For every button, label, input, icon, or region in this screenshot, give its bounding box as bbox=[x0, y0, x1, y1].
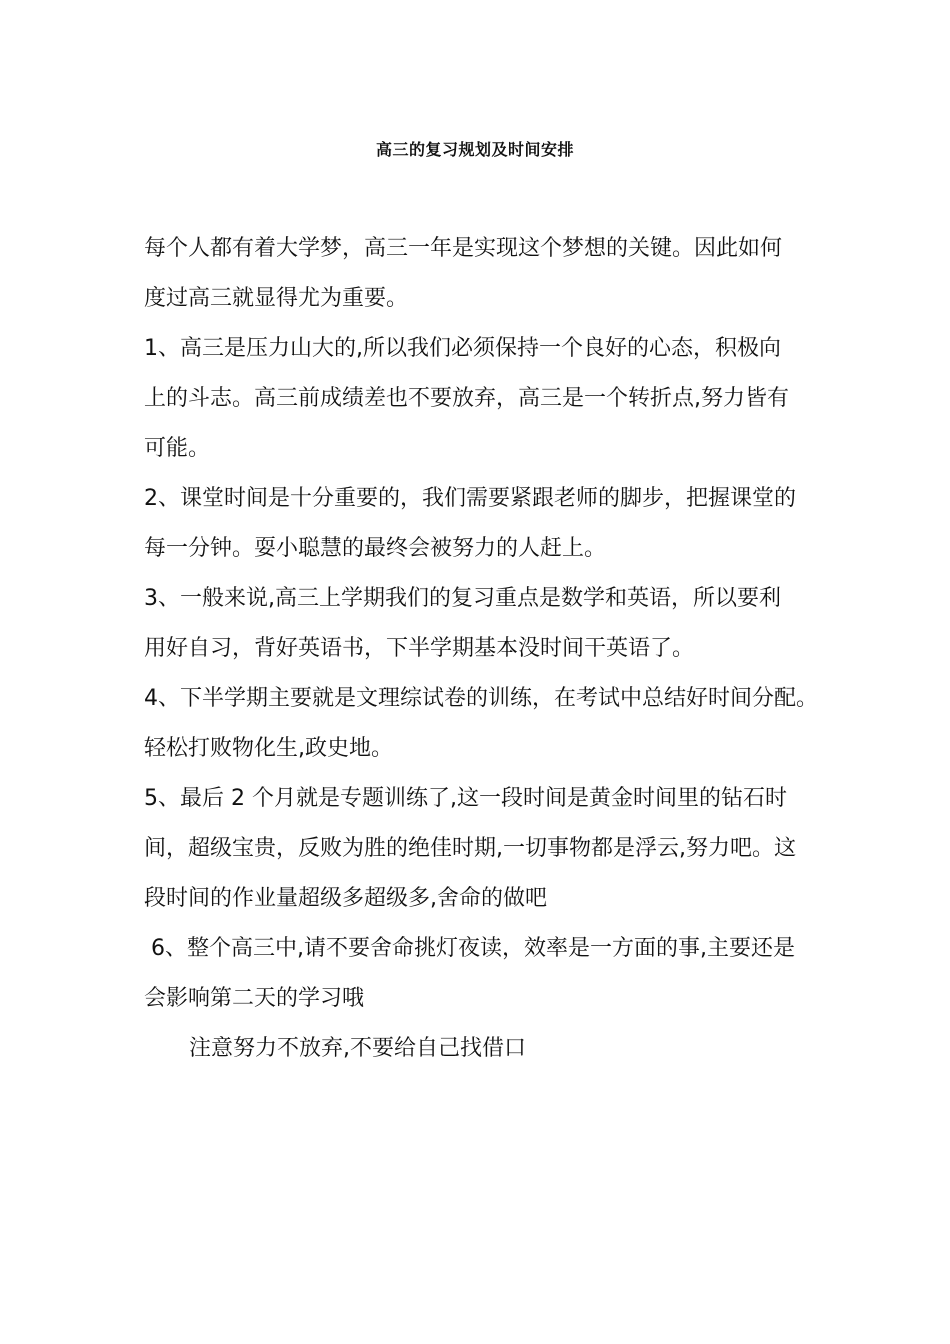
body-line: 2、课堂时间是十分重要的，我们需要紧跟老师的脚步，把握课堂的 bbox=[144, 486, 796, 511]
body-line: 段时间的作业量超级多超级多,舍命的做吧 bbox=[144, 886, 547, 911]
body-line: 1、高三是压力山大的,所以我们必须保持一个良好的心态，积极向 bbox=[144, 336, 781, 361]
body-line: 轻松打败物化生,政史地。 bbox=[144, 736, 393, 761]
body-line: 5、最后 2 个月就是专题训练了,这一段时间是黄金时间里的钻石时 bbox=[144, 786, 787, 811]
body-line: 会影响第二天的学习哦 bbox=[144, 986, 365, 1011]
body-line: 4、下半学期主要就是文理综试卷的训练，在考试中总结好时间分配。 bbox=[144, 686, 818, 711]
body-line: 上的斗志。高三前成绩差也不要放弃，高三是一个转折点,努力皆有 bbox=[144, 386, 789, 411]
body-line: 间，超级宝贵，反败为胜的绝佳时期,一切事物都是浮云,努力吧。这 bbox=[144, 836, 796, 861]
body-line: 可能。 bbox=[144, 436, 211, 461]
closing-line: 注意努力不放弃,不要给自己找借口 bbox=[189, 1036, 526, 1061]
body-line: 用好自习，背好英语书，下半学期基本没时间干英语了。 bbox=[144, 636, 695, 661]
body-line: 每一分钟。耍小聪慧的最终会被努力的人赶上。 bbox=[144, 536, 607, 561]
body-line: 度过高三就显得尤为重要。 bbox=[144, 286, 409, 311]
document-title: 高三的复习规划及时间安排 bbox=[375, 140, 574, 159]
body-line: 3、一般来说,高三上学期我们的复习重点是数学和英语，所以要利 bbox=[144, 586, 781, 611]
body-line: 每个人都有着大学梦，高三一年是实现这个梦想的关键。因此如何 bbox=[144, 236, 783, 261]
body-line: 6、整个高三中,请不要舍命挑灯夜读，效率是一方面的事,主要还是 bbox=[144, 936, 795, 961]
